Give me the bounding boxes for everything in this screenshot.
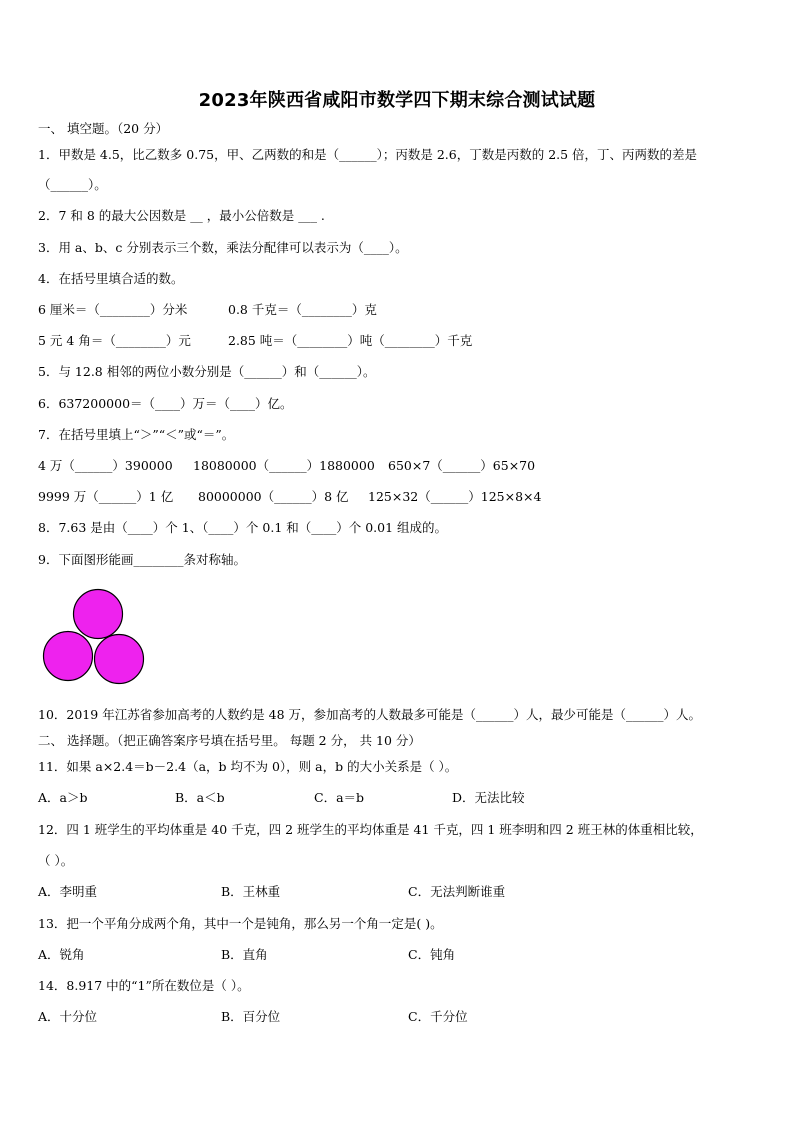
option-b: B．a＜b <box>175 790 225 805</box>
question-7-item: 80000000（______）8 亿 <box>198 489 349 504</box>
question-10: 10．2019 年江苏省参加高考的人数约是 48 万，参加高考的人数最多可能是（______）人，最少可能是（______）人。 <box>38 707 702 722</box>
option-d: D．无法比较 <box>452 790 525 805</box>
circle-left <box>44 632 93 681</box>
question-4: 4．在括号里填合适的数。 <box>38 271 184 286</box>
section-1-heading: 一、 填空题。（20 分） <box>38 121 169 136</box>
question-7-item: 650×7（______）65×70 <box>388 458 536 473</box>
option-c: C．a＝b <box>314 790 365 805</box>
question-4-item: 2.85 吨＝（________）吨（________）千克 <box>228 333 473 348</box>
question-4-item: 0.8 千克＝（________）克 <box>228 302 377 317</box>
question-4-row-2 <box>38 333 472 349</box>
question-2: 2．7 和 8 的最大公因数是 __ ，最小公倍数是 ___ . <box>38 208 325 223</box>
question-7-item: 9999 万（______）1 亿 <box>38 489 174 504</box>
option-c: C．钝角 <box>408 947 456 962</box>
question-3: 3．用 a、b、c 分别表示三个数，乘法分配律可以表示为（____）。 <box>38 240 408 255</box>
question-5: 5．与 12.8 相邻的两位小数分别是（______）和（______）。 <box>38 364 376 379</box>
option-b: B．王林重 <box>221 884 281 899</box>
question-4-item: 6 厘米＝（________）分米 <box>38 302 188 317</box>
section-2-heading: 二、 选择题。（把正确答案序号填在括号里。 每题 2 分， 共 10 分） <box>38 733 421 748</box>
question-14-options <box>38 1009 468 1025</box>
question-11-options <box>38 790 525 806</box>
option-b: B．百分位 <box>221 1009 281 1024</box>
option-a: A．锐角 <box>38 947 85 962</box>
three-circles-figure <box>38 586 150 688</box>
option-c: C．千分位 <box>408 1009 468 1024</box>
question-13: 13．把一个平角分成两个角，其中一个是钝角，那么另一个角一定是( )。 <box>38 916 443 931</box>
option-b: B．直角 <box>221 947 268 962</box>
question-13-options <box>38 947 455 963</box>
question-7: 7．在括号里填上“＞”“＜”或“＝”。 <box>38 427 235 442</box>
question-1-line-2: （______）。 <box>38 177 107 192</box>
question-1-line-1: 1．甲数是 4.5，比乙数多 0.75，甲、乙两数的和是（______）；丙数是 2.6，丁数是丙数的 2.5 倍，丁、丙两数的差是 <box>38 147 698 162</box>
question-11: 11．如果 a×2.4＝b－2.4（a，b 均不为 0），则 a，b 的大小关系是（ ）。 <box>38 759 458 774</box>
option-c: C．无法判断谁重 <box>408 884 506 899</box>
question-7-row-1 <box>38 458 535 474</box>
question-7-item: 18080000（______）1880000 <box>193 458 375 473</box>
question-14: 14．8.917 中的“1”所在数位是（ ）。 <box>38 978 250 993</box>
question-6: 6．637200000＝（____）万＝（____）亿。 <box>38 396 293 411</box>
question-4-row-1 <box>38 302 377 318</box>
question-4-item: 5 元 4 角＝（________）元 <box>38 333 191 348</box>
circle-right <box>95 635 144 684</box>
option-a: A．李明重 <box>38 884 98 899</box>
question-12-line-1: 12．四 1 班学生的平均体重是 40 千克，四 2 班学生的平均体重是 41 千克，四 1 班李明和四 2 班王林的体重相比较， <box>38 822 703 837</box>
question-8: 8．7.63 是由（____）个 1、（____）个 0.1 和（____）个 0.01 组成的。 <box>38 520 448 535</box>
question-9: 9．下面图形能画________条对称轴。 <box>38 552 246 567</box>
option-a: A．a＞b <box>38 790 88 805</box>
question-7-item: 4 万（______）390000 <box>38 458 173 473</box>
option-a: A．十分位 <box>38 1009 98 1024</box>
circle-top <box>74 590 123 639</box>
question-7-item: 125×32（______）125×8×4 <box>368 489 542 504</box>
question-12-line-2: （ ）。 <box>38 853 74 868</box>
question-7-row-2 <box>38 489 541 505</box>
question-12-options <box>38 884 505 900</box>
page-title: 2023年陕西省咸阳市数学四下期末综合测试试题 <box>198 90 596 111</box>
